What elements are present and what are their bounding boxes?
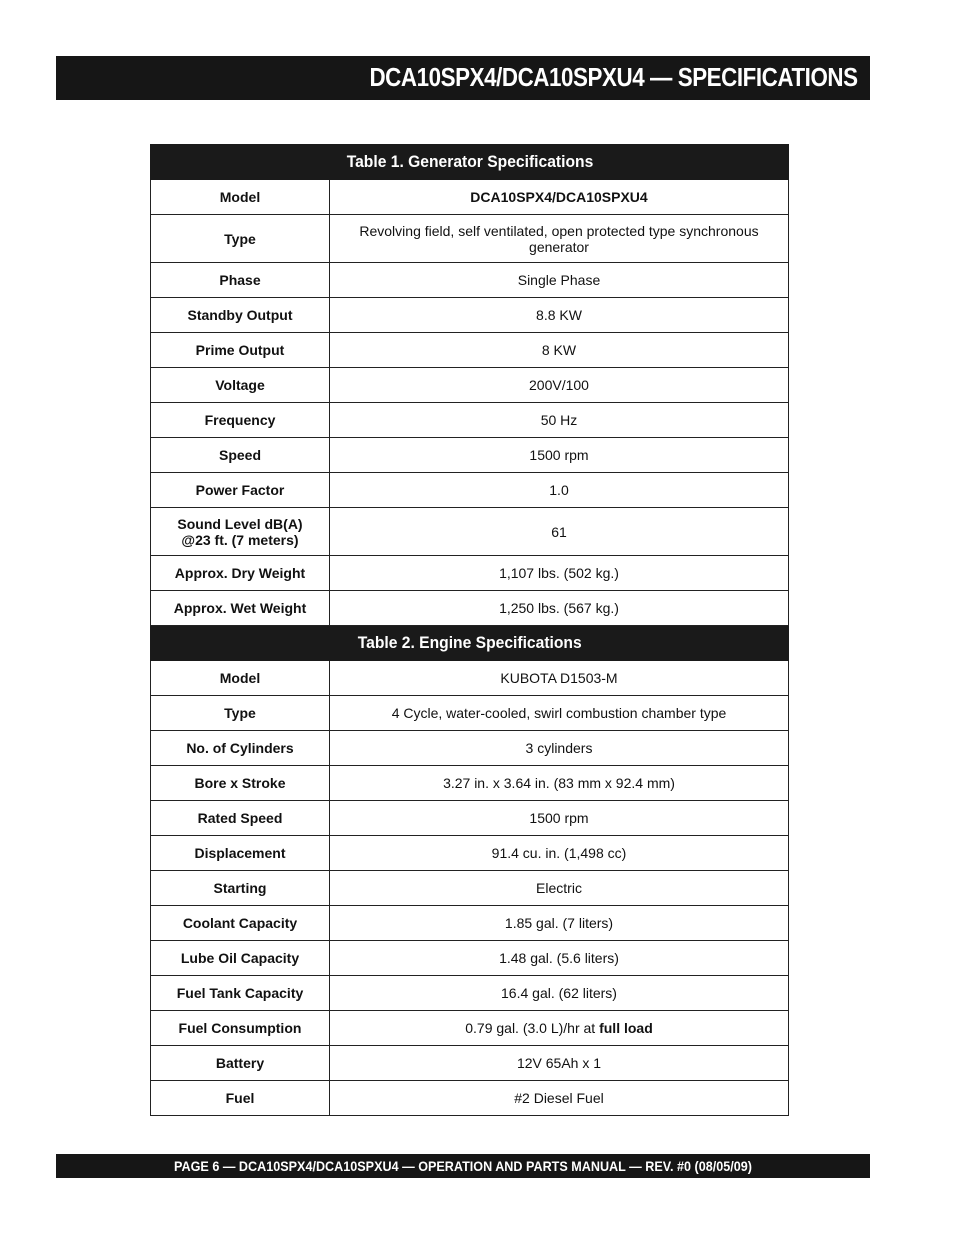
spec-value: Single Phase bbox=[517, 272, 601, 288]
specifications-table bbox=[150, 144, 789, 1116]
table-row bbox=[151, 591, 789, 626]
spec-value: 8 KW bbox=[541, 342, 577, 358]
table-row bbox=[151, 556, 789, 591]
spec-label: Displacement bbox=[194, 845, 286, 861]
spec-label: Model bbox=[219, 189, 261, 205]
spec-value: #2 Diesel Fuel bbox=[514, 1090, 604, 1106]
spec-label: Sound Level dB(A) @23 ft. (7 meters) bbox=[177, 515, 303, 548]
spec-value: 4 Cycle, water-cooled, swirl combustion chamber type bbox=[391, 705, 727, 721]
spec-label: Power Factor bbox=[195, 482, 285, 498]
spec-value: 61 bbox=[551, 523, 567, 540]
spec-value: 1,250 lbs. (567 kg.) bbox=[499, 600, 619, 616]
spec-label: Bore x Stroke bbox=[194, 775, 286, 791]
spec-value: 1.0 bbox=[549, 482, 569, 498]
table-row bbox=[151, 976, 789, 1011]
table-row bbox=[151, 180, 789, 215]
spec-value: 1500 rpm bbox=[529, 447, 589, 463]
spec-value: 1,107 lbs. (502 kg.) bbox=[499, 565, 619, 581]
spec-value: 3 cylinders bbox=[525, 740, 593, 756]
page-header bbox=[56, 56, 870, 100]
spec-label: Type bbox=[224, 230, 256, 247]
table-row bbox=[151, 871, 789, 906]
spec-value: 12V 65Ah x 1 bbox=[516, 1055, 602, 1071]
spec-value: 3.27 in. x 3.64 in. (83 mm x 92.4 mm) bbox=[443, 775, 675, 791]
table-row bbox=[151, 1011, 789, 1046]
spec-label: Frequency bbox=[204, 412, 276, 428]
table-row bbox=[151, 508, 789, 556]
spec-label: Type bbox=[224, 705, 256, 721]
spec-value: 16.4 gal. (62 liters) bbox=[501, 985, 617, 1001]
table-row bbox=[151, 661, 789, 696]
spec-value: 0.79 gal. (3.0 L)/hr at bbox=[465, 1020, 600, 1036]
spec-value: 91.4 cu. in. (1,498 cc) bbox=[491, 845, 627, 861]
table-row bbox=[151, 836, 789, 871]
spec-label: Phase bbox=[219, 272, 261, 288]
spec-value: 1.85 gal. (7 liters) bbox=[504, 915, 614, 931]
spec-label: Approx. Dry Weight bbox=[174, 565, 306, 581]
spec-value: KUBOTA D1503-M bbox=[500, 670, 618, 686]
spec-label: Speed bbox=[218, 447, 261, 463]
spec-label: Model bbox=[219, 670, 261, 686]
spec-value-emphasis: full load bbox=[599, 1020, 653, 1036]
spec-value: DCA10SPX4/DCA10SPXU4 bbox=[470, 189, 648, 205]
spec-label: Coolant Capacity bbox=[182, 915, 298, 931]
spec-label: No. of Cylinders bbox=[186, 740, 294, 756]
spec-value: Electric bbox=[536, 880, 582, 896]
spec-label: Fuel Consumption bbox=[178, 1020, 302, 1036]
generator-table-caption-row bbox=[151, 145, 789, 180]
spec-label: Standby Output bbox=[187, 307, 293, 323]
table-row bbox=[151, 801, 789, 836]
table-row bbox=[151, 906, 789, 941]
spec-value: 8.8 KW bbox=[536, 307, 582, 323]
spec-label: Starting bbox=[213, 880, 267, 896]
footer-text: PAGE 6 — DCA10SPX4/DCA10SPXU4 — OPERATION AND PARTS MANUAL — REV. #0 (08/05/09) bbox=[174, 1158, 752, 1174]
spec-label: Lube Oil Capacity bbox=[180, 950, 300, 966]
table-row bbox=[151, 438, 789, 473]
spec-value: 1.48 gal. (5.6 liters) bbox=[499, 950, 619, 966]
table-row bbox=[151, 298, 789, 333]
spec-value: 50 Hz bbox=[540, 412, 578, 428]
page-footer bbox=[56, 1154, 870, 1178]
table-row bbox=[151, 333, 789, 368]
engine-table-caption-row bbox=[151, 626, 789, 661]
spec-label: Approx. Wet Weight bbox=[173, 600, 307, 616]
table-row bbox=[151, 1046, 789, 1081]
table-row bbox=[151, 215, 789, 263]
spec-value: Revolving field, self ventilated, open protected type synchronous generator bbox=[359, 222, 759, 255]
table-row bbox=[151, 766, 789, 801]
spec-value: 1500 rpm bbox=[529, 810, 589, 826]
table-row bbox=[151, 263, 789, 298]
page-title: DCA10SPX4/DCA10SPXU4 — SPECIFICATIONS bbox=[369, 62, 858, 92]
table-row bbox=[151, 403, 789, 438]
table-row bbox=[151, 1081, 789, 1116]
table-row bbox=[151, 696, 789, 731]
spec-label: Battery bbox=[215, 1055, 265, 1071]
spec-value: 200V/100 bbox=[529, 377, 589, 393]
table-row bbox=[151, 368, 789, 403]
spec-label: Fuel bbox=[225, 1090, 255, 1106]
table-row bbox=[151, 473, 789, 508]
table-row bbox=[151, 731, 789, 766]
generator-table-caption: Table 1. Generator Specifications bbox=[346, 152, 593, 171]
table-row bbox=[151, 941, 789, 976]
spec-label: Voltage bbox=[215, 377, 265, 393]
engine-table-caption: Table 2. Engine Specifications bbox=[357, 633, 582, 652]
spec-label: Fuel Tank Capacity bbox=[176, 985, 304, 1001]
spec-label: Rated Speed bbox=[197, 810, 283, 826]
spec-label: Prime Output bbox=[195, 342, 285, 358]
